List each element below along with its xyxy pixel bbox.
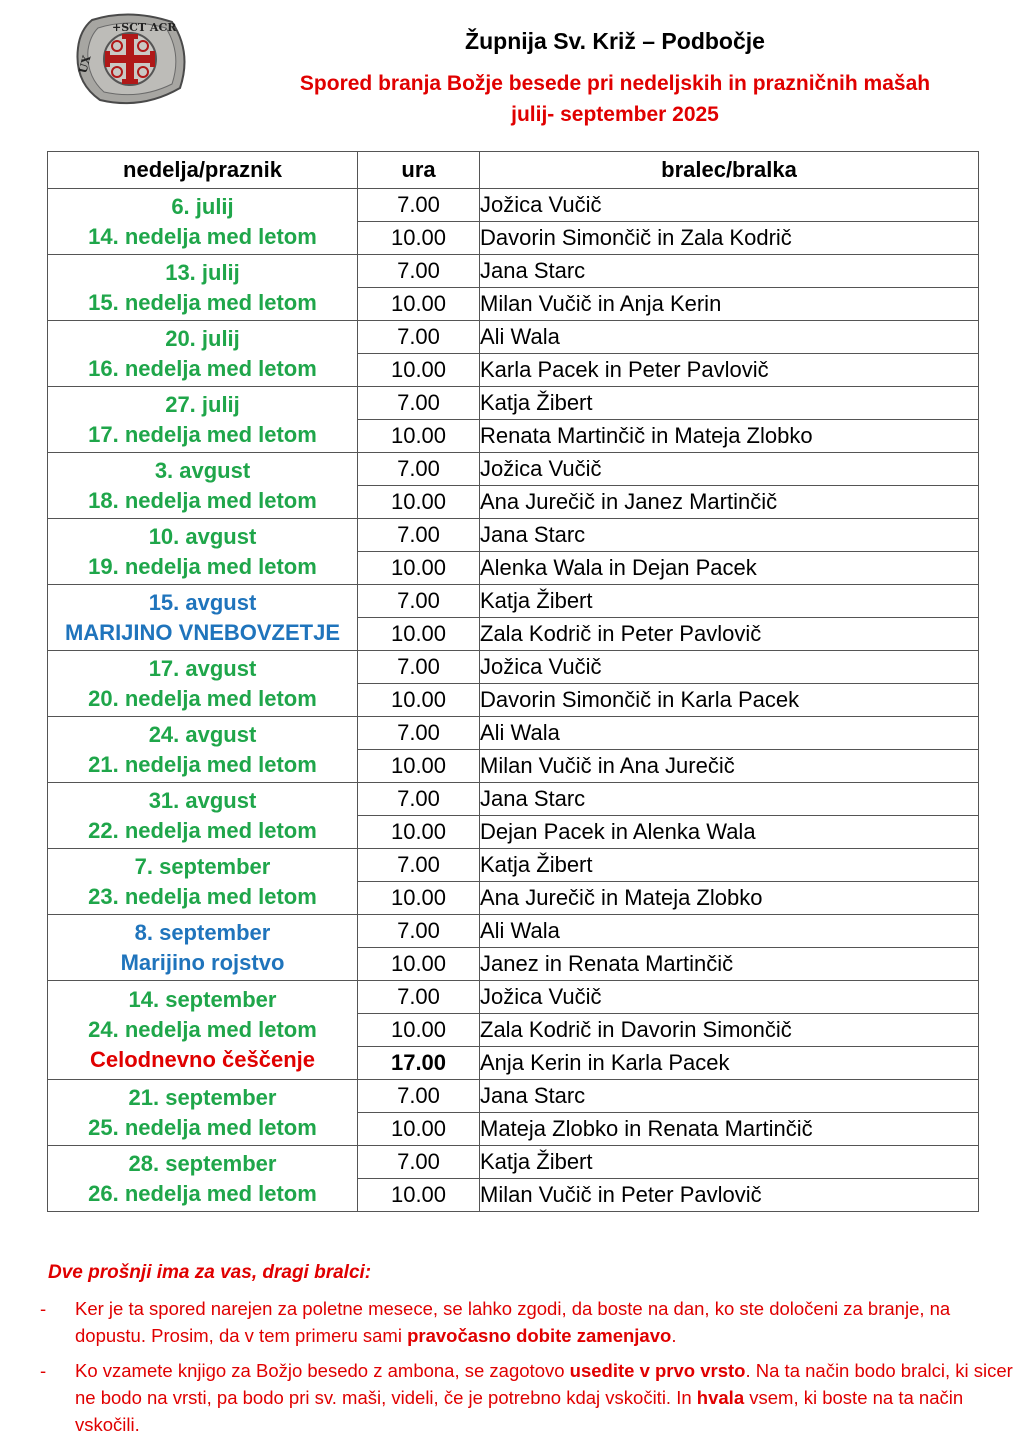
column-header-reader: bralec/bralka bbox=[480, 152, 979, 189]
date-label: 17. avgust bbox=[148, 655, 257, 681]
reader-names: Davorin Simončič in Zala Kodrič bbox=[480, 222, 979, 255]
mass-time: 10.00 bbox=[358, 486, 480, 519]
note-text bbox=[75, 1295, 1025, 1349]
note-text-part: vsem, ki boste na ta način vskočili. bbox=[75, 1387, 964, 1435]
mass-time: 10.00 bbox=[358, 552, 480, 585]
mass-time: 10.00 bbox=[358, 1014, 480, 1047]
reader-names: Katja Žibert bbox=[480, 387, 979, 420]
mass-time: 10.00 bbox=[358, 948, 480, 981]
sunday-cell bbox=[48, 1146, 358, 1212]
table-row bbox=[48, 651, 979, 684]
mass-time: 7.00 bbox=[358, 519, 480, 552]
column-header-sunday: nedelja/praznik bbox=[48, 152, 358, 189]
notes-title: Dve prošnji ima za vas, dragi bralci: bbox=[48, 1262, 372, 1283]
date-label: 21. september bbox=[128, 1084, 277, 1110]
mass-time: 10.00 bbox=[358, 354, 480, 387]
parish-logo bbox=[72, 12, 190, 106]
occasion-label: Marijino rojstvo bbox=[120, 949, 285, 975]
reader-names: Renata Martinčič in Mateja Zlobko bbox=[480, 420, 979, 453]
date-label: 10. avgust bbox=[148, 523, 257, 549]
mass-time: 7.00 bbox=[358, 849, 480, 882]
occasion-label: 14. nedelja med letom bbox=[88, 223, 317, 249]
sunday-cell bbox=[48, 189, 358, 255]
page-title: Spored branja Božje besede pri nedeljskih in prazničnih mašah bbox=[299, 72, 931, 95]
occasion-label: MARIJINO VNEBOVZETJE bbox=[64, 619, 341, 645]
reader-names: Jana Starc bbox=[480, 1080, 979, 1113]
table-row bbox=[48, 717, 979, 750]
column-header-time: ura bbox=[358, 152, 480, 189]
reader-names: Dejan Pacek in Alenka Wala bbox=[480, 816, 979, 849]
date-label: 24. avgust bbox=[148, 721, 257, 747]
reader-names: Ali Wala bbox=[480, 915, 979, 948]
note-text bbox=[75, 1357, 1025, 1438]
table-row bbox=[48, 783, 979, 816]
special-event-label: Celodnevno češčenje bbox=[90, 1047, 315, 1072]
reader-names: Jana Starc bbox=[480, 255, 979, 288]
reader-names: Zala Kodrič in Davorin Simončič bbox=[480, 1014, 979, 1047]
reader-names: Mateja Zlobko in Renata Martinčič bbox=[480, 1113, 979, 1146]
reader-names: Jožica Vučič bbox=[480, 189, 979, 222]
reader-names: Alenka Wala in Dejan Pacek bbox=[480, 552, 979, 585]
mass-time: 7.00 bbox=[358, 1080, 480, 1113]
mass-time: 10.00 bbox=[358, 816, 480, 849]
note-bullet: - bbox=[40, 1298, 47, 1319]
mass-time: 10.00 bbox=[358, 1179, 480, 1212]
reader-names: Jožica Vučič bbox=[480, 981, 979, 1014]
table-row bbox=[48, 1080, 979, 1113]
reader-names: Janez in Renata Martinčič bbox=[480, 948, 979, 981]
reader-names: Katja Žibert bbox=[480, 1146, 979, 1179]
sunday-cell bbox=[48, 717, 358, 783]
parish-name: Župnija Sv. Križ – Podbočje bbox=[465, 28, 765, 54]
reader-names: Ana Jurečič in Janez Martinčič bbox=[480, 486, 979, 519]
reader-names: Milan Vučič in Anja Kerin bbox=[480, 288, 979, 321]
sunday-cell bbox=[48, 387, 358, 453]
date-label: 31. avgust bbox=[148, 787, 257, 813]
table-row bbox=[48, 321, 979, 354]
date-label: 8. september bbox=[134, 919, 271, 945]
note-emphasis: usedite v prvo vrsto bbox=[569, 1360, 746, 1381]
sunday-cell bbox=[48, 519, 358, 585]
table-row bbox=[48, 387, 979, 420]
mass-time: 10.00 bbox=[358, 1113, 480, 1146]
reader-names: Karla Pacek in Peter Pavlovič bbox=[480, 354, 979, 387]
sunday-cell bbox=[48, 981, 358, 1080]
mass-time: 7.00 bbox=[358, 783, 480, 816]
mass-time: 10.00 bbox=[358, 882, 480, 915]
occasion-label: 16. nedelja med letom bbox=[88, 355, 317, 381]
occasion-label: 15. nedelja med letom bbox=[88, 289, 317, 315]
sunday-cell bbox=[48, 651, 358, 717]
note-text-part: Ker je ta spored narejen za poletne mesece, se lahko zgodi, da boste na dan, ko ste določeni za branje, na dopustu. Prosim, da v tem primeru sami bbox=[75, 1298, 951, 1346]
mass-time: 7.00 bbox=[358, 189, 480, 222]
sunday-cell bbox=[48, 1080, 358, 1146]
cross-seal-icon bbox=[72, 12, 190, 106]
schedule-body bbox=[48, 189, 979, 1212]
occasion-label: 22. nedelja med letom bbox=[88, 817, 317, 843]
reader-names: Anja Kerin in Karla Pacek bbox=[480, 1047, 979, 1080]
sunday-cell bbox=[48, 453, 358, 519]
table-row bbox=[48, 915, 979, 948]
table-row bbox=[48, 519, 979, 552]
mass-time: 7.00 bbox=[358, 255, 480, 288]
reader-names: Jana Starc bbox=[480, 519, 979, 552]
reading-schedule-table bbox=[47, 151, 979, 1212]
occasion-label: 20. nedelja med letom bbox=[88, 685, 317, 711]
occasion-label: 24. nedelja med letom bbox=[88, 1017, 317, 1042]
occasion-label: 17. nedelja med letom bbox=[88, 421, 317, 447]
reader-names: Davorin Simončič in Karla Pacek bbox=[480, 684, 979, 717]
occasion-label: 19. nedelja med letom bbox=[88, 553, 317, 579]
occasion-label: 21. nedelja med letom bbox=[88, 751, 317, 777]
mass-time: 10.00 bbox=[358, 684, 480, 717]
table-row bbox=[48, 453, 979, 486]
reader-names: Jana Starc bbox=[480, 783, 979, 816]
table-row bbox=[48, 585, 979, 618]
mass-time: 7.00 bbox=[358, 321, 480, 354]
sunday-cell bbox=[48, 585, 358, 651]
mass-time: 7.00 bbox=[358, 453, 480, 486]
note-text-part: . Na ta način bodo bralci, ki sicer ne bodo na vrsti, pa bodo pri sv. maši, videli, če je potrebno kdaj vskočiti. In bbox=[75, 1360, 1013, 1408]
date-label: 14. september bbox=[128, 987, 277, 1012]
schedule-period: julij- september 2025 bbox=[511, 103, 719, 126]
date-label: 7. september bbox=[134, 853, 271, 879]
sunday-cell bbox=[48, 321, 358, 387]
reader-names: Katja Žibert bbox=[480, 585, 979, 618]
date-label: 6. julij bbox=[171, 193, 234, 219]
mass-time: 10.00 bbox=[358, 750, 480, 783]
note-emphasis: hvala bbox=[696, 1387, 745, 1408]
occasion-label: 26. nedelja med letom bbox=[88, 1180, 317, 1206]
sunday-cell bbox=[48, 783, 358, 849]
sunday-cell bbox=[48, 849, 358, 915]
mass-time: 10.00 bbox=[358, 618, 480, 651]
mass-time: 10.00 bbox=[358, 222, 480, 255]
table-row bbox=[48, 255, 979, 288]
mass-time: 7.00 bbox=[358, 1146, 480, 1179]
date-label: 28. september bbox=[128, 1150, 277, 1176]
mass-time: 10.00 bbox=[358, 288, 480, 321]
reader-names: Jožica Vučič bbox=[480, 453, 979, 486]
occasion-label: 18. nedelja med letom bbox=[88, 487, 317, 513]
reader-names: Ali Wala bbox=[480, 717, 979, 750]
note-text-part: Ko vzamete knjigo za Božjo besedo z ambona, se zagotovo bbox=[75, 1360, 570, 1381]
mass-time: 7.00 bbox=[358, 387, 480, 420]
reader-names: Jožica Vučič bbox=[480, 651, 979, 684]
reader-names: Katja Žibert bbox=[480, 849, 979, 882]
occasion-label: 23. nedelja med letom bbox=[88, 883, 317, 909]
sunday-cell bbox=[48, 255, 358, 321]
date-label: 20. julij bbox=[165, 325, 240, 351]
mass-time: 7.00 bbox=[358, 981, 480, 1014]
note-text-part: . bbox=[671, 1325, 677, 1346]
occasion-label: 25. nedelja med letom bbox=[88, 1114, 317, 1140]
mass-time: 7.00 bbox=[358, 585, 480, 618]
table-row bbox=[48, 849, 979, 882]
sunday-cell bbox=[48, 915, 358, 981]
date-label: 27. julij bbox=[165, 391, 240, 417]
reader-names: Ali Wala bbox=[480, 321, 979, 354]
mass-time: 7.00 bbox=[358, 915, 480, 948]
mass-time: 7.00 bbox=[358, 717, 480, 750]
note-emphasis: pravočasno dobite zamenjavo bbox=[407, 1325, 672, 1346]
mass-time: 10.00 bbox=[358, 420, 480, 453]
note-bullet: - bbox=[40, 1360, 47, 1381]
reader-names: Milan Vučič in Ana Jurečič bbox=[480, 750, 979, 783]
date-label: 15. avgust bbox=[148, 589, 257, 615]
table-row bbox=[48, 1146, 979, 1179]
mass-time: 17.00 bbox=[358, 1047, 480, 1080]
table-row bbox=[48, 189, 979, 222]
mass-time: 7.00 bbox=[358, 651, 480, 684]
table-header-row bbox=[48, 152, 979, 189]
svg-text:UX: UX bbox=[76, 53, 94, 75]
seal-letters: +SCT ACR bbox=[112, 21, 177, 34]
reader-names: Milan Vučič in Peter Pavlovič bbox=[480, 1179, 979, 1212]
date-label: 3. avgust bbox=[154, 457, 251, 483]
date-label: 13. julij bbox=[165, 259, 240, 285]
reader-names: Zala Kodrič in Peter Pavlovič bbox=[480, 618, 979, 651]
reader-names: Ana Jurečič in Mateja Zlobko bbox=[480, 882, 979, 915]
table-row bbox=[48, 981, 979, 1014]
